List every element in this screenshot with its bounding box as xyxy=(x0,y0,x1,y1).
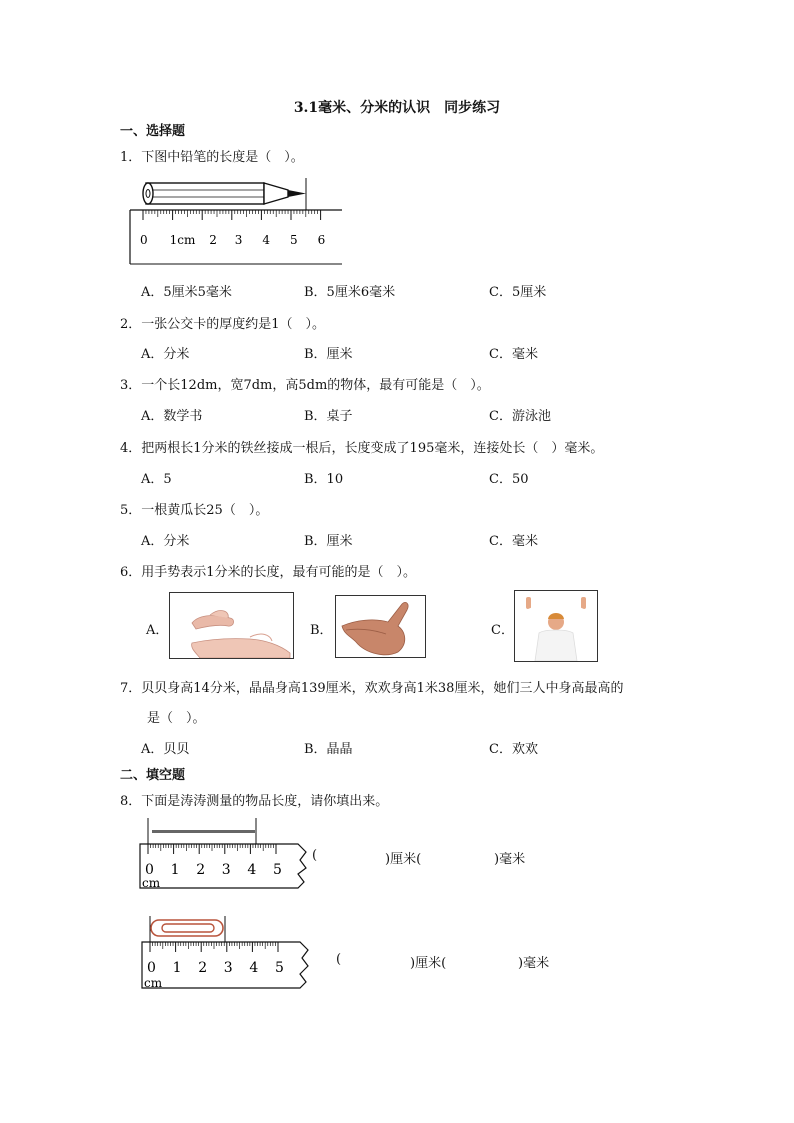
q1-option-a[interactable]: A．5厘米5毫米 xyxy=(141,285,232,300)
ruler-tick-label: 2 xyxy=(198,960,208,976)
question-5-stem: 5．一根黄瓜长25（ ）。 xyxy=(120,503,269,518)
question-7-stem-line2: 是（ ）。 xyxy=(147,711,206,726)
ruler-tick-label: 1 xyxy=(170,862,180,878)
hand-gesture-image-b[interactable] xyxy=(335,595,426,658)
ruler-tick-label: 1cm xyxy=(169,233,196,247)
q3-option-b[interactable]: B．桌子 xyxy=(304,409,353,424)
paperclip-ruler-figure xyxy=(140,914,310,990)
q4-option-c[interactable]: C．50 xyxy=(489,472,529,487)
ruler-tick-label: 5 xyxy=(290,233,298,247)
ruler-tick-label: 2 xyxy=(209,233,217,247)
q5-option-b[interactable]: B．厘米 xyxy=(304,534,353,549)
hand-gesture-image-c[interactable] xyxy=(514,590,598,662)
pencil-icon xyxy=(143,183,306,204)
q6-option-c[interactable]: C． xyxy=(491,623,514,638)
blank-1-mm: )毫米 xyxy=(494,852,526,867)
question-4-stem: 4．把两根长1分米的铁丝接成一根后，长度变成了195毫米，连接处长（ ）毫米。 xyxy=(120,441,604,456)
ruler-tick-label: 0 xyxy=(145,862,154,878)
ruler-tick-label: 0 xyxy=(140,233,148,247)
ruler-unit-label: cm xyxy=(142,876,161,890)
ruler-tick-label: 3 xyxy=(221,862,231,878)
section-heading-choice: 一、选择题 xyxy=(120,124,186,139)
q7-option-a[interactable]: A．贝贝 xyxy=(141,742,190,757)
q6-option-b[interactable]: B． xyxy=(310,623,333,638)
q4-option-a[interactable]: A．5 xyxy=(141,472,172,487)
q3-option-a[interactable]: A．数学书 xyxy=(141,409,203,424)
nail-ruler-figure xyxy=(138,816,308,890)
q7-option-c[interactable]: C．欢欢 xyxy=(489,742,538,757)
ruler-tick-label: 2 xyxy=(196,862,206,878)
question-6-stem: 6．用手势表示1分米的长度，最有可能的是（ ）。 xyxy=(120,565,417,580)
blank-2-open: ( xyxy=(336,952,342,967)
hand-pinch-icon xyxy=(170,593,293,658)
nail-icon xyxy=(152,830,255,833)
person-raising-hands-icon xyxy=(515,591,597,661)
q2-option-b[interactable]: B．厘米 xyxy=(304,347,353,362)
ruler-tick-label: 3 xyxy=(223,960,233,976)
question-1-stem: 1．下图中铅笔的长度是（ ）。 xyxy=(120,150,304,165)
page-title: 3.1毫米、分米的认识 同步练习 xyxy=(293,100,501,116)
question-7-stem-line1: 7．贝贝身高14分米，晶晶身高139厘米，欢欢身高1米38厘米，她们三人中身高最高的 xyxy=(120,681,624,696)
ruler-tick-label: 4 xyxy=(247,862,257,878)
blank-1-open: ( xyxy=(312,848,318,863)
q4-option-b[interactable]: B．10 xyxy=(304,472,344,487)
paperclip-icon xyxy=(151,920,223,936)
q3-option-c[interactable]: C．游泳池 xyxy=(489,409,551,424)
blank-1-cm: )厘米( xyxy=(385,852,422,867)
section-heading-fill: 二、填空题 xyxy=(120,768,186,783)
blank-2-cm: )厘米( xyxy=(410,956,447,971)
ruler-tick-label: 5 xyxy=(273,862,282,878)
blank-2-mm: )毫米 xyxy=(518,956,550,971)
q6-option-a[interactable]: A． xyxy=(146,623,169,638)
question-3-stem: 3．一个长12dm，宽7dm，高5dm的物体，最有可能是（ ）。 xyxy=(120,378,490,393)
q2-option-a[interactable]: A．分米 xyxy=(141,347,190,362)
ruler-tick-label: 5 xyxy=(275,960,284,976)
ruler-tick-label: 6 xyxy=(317,233,326,247)
ruler-unit-label: cm xyxy=(144,976,163,990)
question-2-stem: 2．一张公交卡的厚度约是1（ ）。 xyxy=(120,317,326,332)
q2-option-c[interactable]: C．毫米 xyxy=(489,347,538,362)
ruler-tick-label: 3 xyxy=(234,233,243,247)
q5-option-c[interactable]: C．毫米 xyxy=(489,534,538,549)
q1-option-c[interactable]: C．5厘米 xyxy=(489,285,547,300)
ruler-tick-label: 4 xyxy=(262,233,271,247)
q7-option-b[interactable]: B．晶晶 xyxy=(304,742,353,757)
hand-gesture-image-a[interactable] xyxy=(169,592,294,659)
ruler-tick-label: 1 xyxy=(172,960,182,976)
ruler-tick-label: 0 xyxy=(147,960,156,976)
q5-option-a[interactable]: A．分米 xyxy=(141,534,190,549)
hand-spread-icon xyxy=(336,596,425,657)
pencil-ruler-figure xyxy=(128,174,350,266)
q1-option-b[interactable]: B．5厘米6毫米 xyxy=(304,285,396,300)
question-8-stem: 8．下面是涛涛测量的物品长度，请你填出来。 xyxy=(120,794,389,809)
ruler-tick-label: 4 xyxy=(249,960,259,976)
